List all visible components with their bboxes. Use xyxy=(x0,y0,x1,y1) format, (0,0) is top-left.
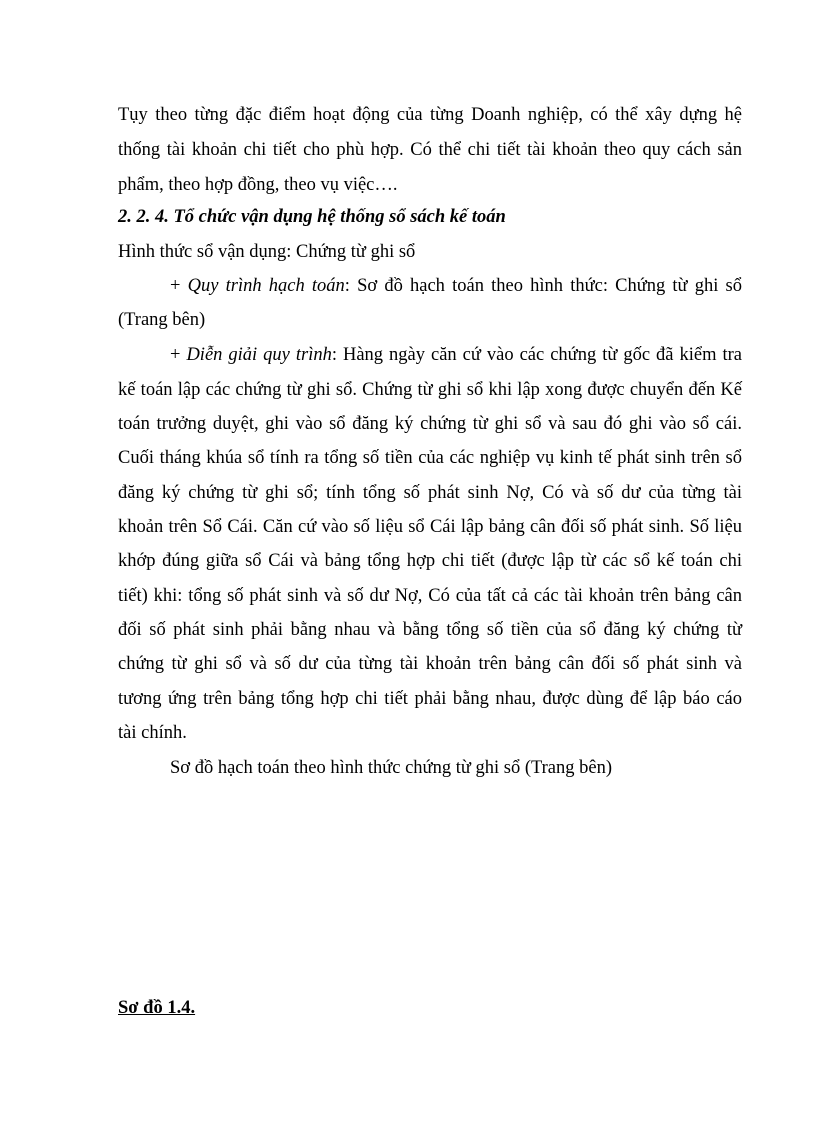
explain-body-line: tiết) khi: tổng số phát sinh và số dư Nợ, Có của tất cả các tài khoản trên bảng cân xyxy=(118,586,742,606)
paragraph-line: thống tài khoản chi tiết cho phù hợp. Có thể chi tiết tài khoản theo quy cách sản xyxy=(118,140,742,160)
explain-line xyxy=(170,342,742,368)
process-label: Quy trình hạch toán xyxy=(187,276,345,296)
explain-prefix: + xyxy=(170,345,187,365)
explain-body-line: tương ứng trên bảng tổng hợp chi tiết phải bằng nhau, được dùng để lập báo cáo xyxy=(118,689,742,709)
explain-label: Diễn giải quy trình xyxy=(186,345,332,365)
explain-text: : Hàng ngày căn cứ vào các chứng từ gốc đã kiểm tra xyxy=(331,345,742,365)
paragraph-line: phẩm, theo hợp đồng, theo vụ việc…. xyxy=(118,175,398,195)
section-heading: 2. 2. 4. Tổ chức vận dụng hệ thống sổ sách kế toán xyxy=(118,207,506,227)
explain-body-line: tài chính. xyxy=(118,723,187,743)
explain-body-line: Cuối tháng khúa sổ tính ra tổng số tiền của các nghiệp vụ kinh tế phát sinh trên sổ xyxy=(118,448,742,468)
diagram-note: Sơ đồ hạch toán theo hình thức chứng từ ghi sổ (Trang bên) xyxy=(170,758,613,778)
form-line: Hình thức sổ vận dụng: Chứng từ ghi sổ xyxy=(118,242,416,262)
explain-body-line: khoản trên Sổ Cái. Căn cứ vào số liệu sổ Cái lập bảng cân đối số phát sinh. Số liệu xyxy=(118,517,742,537)
process-line-2: (Trang bên) xyxy=(118,310,206,330)
explain-body-line: đối số phát sinh phải bằng nhau và bằng tổng số tiền của sổ đăng ký chứng từ xyxy=(118,620,742,640)
diagram-caption: Sơ đồ 1.4. xyxy=(118,998,196,1018)
explain-body-line: đăng ký chứng từ ghi sổ; tính tổng số phát sinh Nợ, Có và số dư của từng tài xyxy=(118,483,742,503)
explain-body-line: chứng từ ghi sổ và số dư của từng tài khoản trên bảng cân đối số phát sinh và xyxy=(118,654,742,674)
process-line xyxy=(170,273,742,299)
explain-body-line: toán trưởng duyệt, ghi vào sổ đăng ký chứng từ ghi sổ và sau đó ghi vào sổ cái. xyxy=(118,414,742,434)
process-prefix: + xyxy=(170,276,188,296)
paragraph-line: Tụy theo từng đặc điểm hoạt động của từng Doanh nghiệp, có thể xây dựng hệ xyxy=(118,105,742,125)
explain-body-line: kế toán lập các chứng từ ghi sổ. Chứng từ ghi sổ khi lập xong được chuyển đến Kế xyxy=(118,380,742,400)
process-text: : Sơ đồ hạch toán theo hình thức: Chứng từ ghi sổ xyxy=(344,276,743,296)
explain-body-line: khớp đúng giữa sổ Cái và bảng tổng hợp chi tiết (được lập từ các sổ kế toán chi xyxy=(118,551,742,571)
